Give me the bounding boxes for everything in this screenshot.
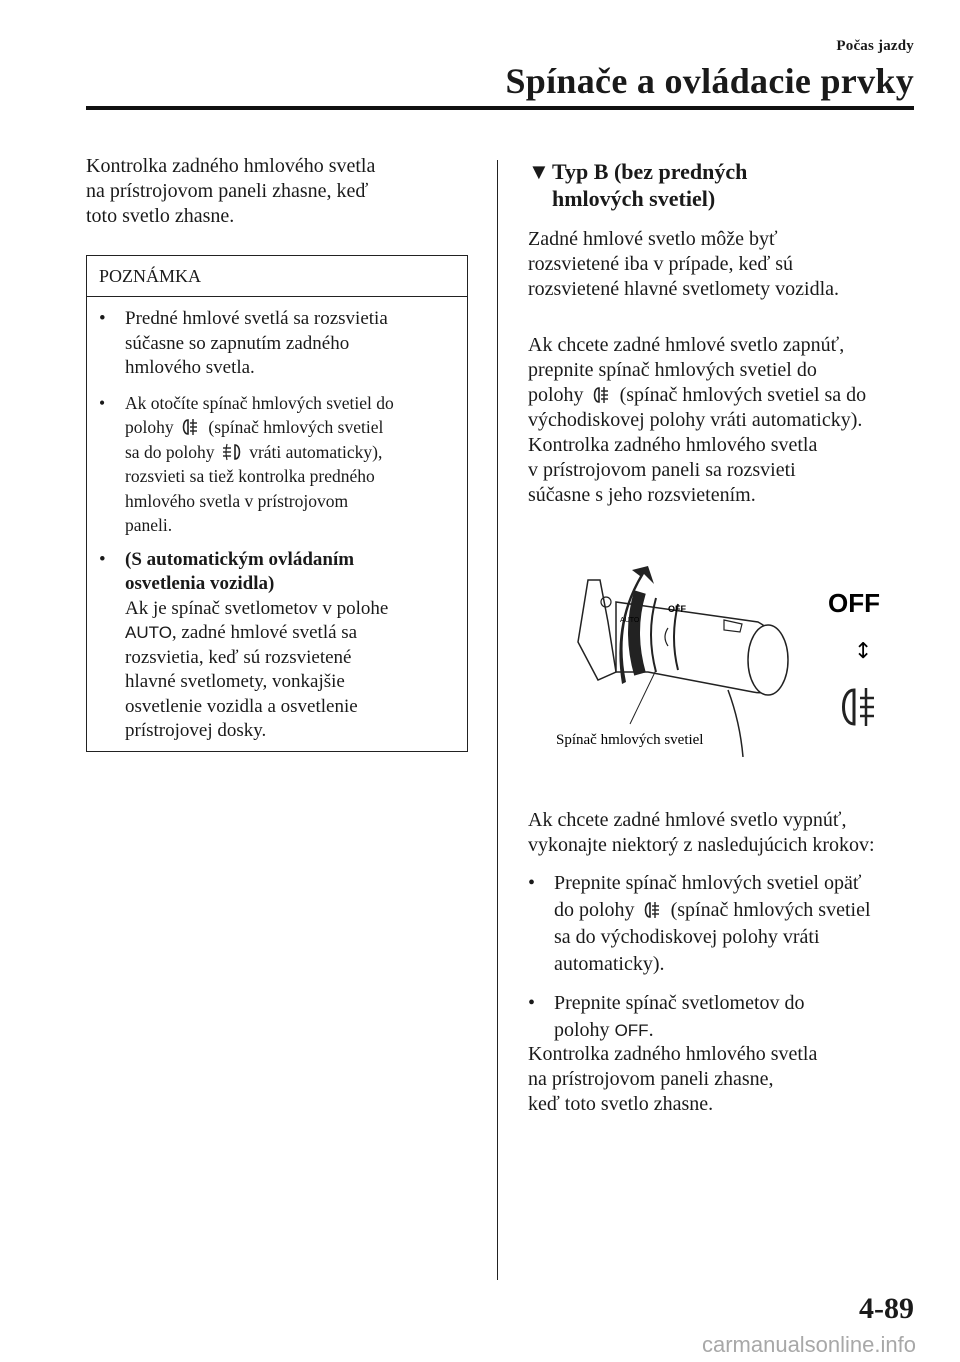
- intro-line: Kontrolka zadného hmlového svetla: [86, 155, 376, 177]
- column-divider: [497, 160, 498, 1280]
- bullet: •: [99, 548, 106, 570]
- rear-fog-light-icon: [642, 901, 664, 919]
- note-line: rozsvieti sa tiež kontrolka predného: [125, 466, 375, 486]
- lever-off-label: OFF: [668, 604, 686, 614]
- note-line: polohy (spínač hmlových svetiel: [125, 417, 384, 437]
- note-line: Ak je spínač svetlometov v polohe: [125, 597, 389, 619]
- left-intro: [86, 154, 476, 229]
- illustration-caption: Spínač hmlových svetiel: [556, 732, 704, 748]
- note-line: prístrojovej dosky.: [125, 720, 267, 741]
- note-list: [87, 297, 467, 744]
- section-label: Počas jazdy: [836, 38, 914, 54]
- watermark: carmanualsonline.info: [701, 1332, 916, 1357]
- note-line: rozsvietia, keď sú rozsvietené: [125, 646, 352, 668]
- note-item: [99, 391, 457, 538]
- off-label: OFF: [614, 1021, 649, 1040]
- note-item: [99, 548, 457, 744]
- closing-paragraph: Kontrolka zadného hmlového svetla na prístrojovom paneli zhasne, keď toto svetlo zhasne.: [528, 1043, 818, 1115]
- intro-line: na prístrojovom paneli zhasne, keď: [86, 180, 369, 202]
- note-line: paneli.: [125, 515, 173, 535]
- triangle-marker: ▼: [528, 159, 550, 184]
- bullet: •: [528, 992, 536, 1014]
- bullet: •: [528, 872, 536, 894]
- note-line: (S automatickým ovládaním: [125, 548, 355, 570]
- stalk-drawing: [528, 562, 928, 757]
- note-line: AUTO, zadné hmlové svetlá sa: [125, 622, 358, 643]
- note-line: hmlového svetla v prístrojovom: [125, 490, 349, 511]
- rear-fog-light-icon: [591, 386, 613, 404]
- note-line: sa do polohy vráti automaticky),: [125, 441, 383, 462]
- paragraph-1: Zadné hmlové svetlo môže byť rozsvietené iba v prípade, keď sú rozsvietené hlavné svetlomety vozidla.: [528, 228, 840, 300]
- rear-fog-light-icon: [180, 418, 202, 436]
- lever-auto-label: AUTO: [620, 617, 640, 624]
- section-heading: ▼ Typ B (bez predných hmlových svetiel): [528, 159, 748, 211]
- off-position-label: OFF: [828, 588, 880, 618]
- bullet: •: [99, 392, 106, 413]
- toggle-arrow: ↕: [854, 639, 873, 664]
- note-line: hmlového svetla.: [125, 357, 255, 378]
- note-line: osvetlenie vozidla a osvetlenie: [125, 695, 358, 717]
- note-line: osvetlenia vozidla): [125, 573, 275, 594]
- chapter-title: Spínače a ovládacie prvky: [505, 61, 914, 101]
- rear-fog-light-icon: [844, 688, 875, 726]
- auto-label: AUTO: [125, 623, 172, 642]
- note-item: [99, 307, 457, 381]
- header-rule: [86, 106, 914, 110]
- paragraph-3: Ak chcete zadné hmlové svetlo vypnúť, vykonajte niektorý z nasledujúcich krokov:: [528, 809, 875, 856]
- list-item: • Prepnite spínač svetlometov do polohy OFF.: [528, 992, 805, 1041]
- note-line: Ak otočíte spínač hmlových svetiel do: [125, 392, 394, 413]
- list-item: • Prepnite spínač hmlových svetiel opäť do polohy (spínač hmlových svetiel sa do východiskovej polohy vráti automaticky).: [528, 872, 871, 975]
- note-box: [86, 255, 468, 752]
- action-list: [528, 870, 928, 1056]
- note-line: súčasne so zapnutím zadného: [125, 332, 350, 354]
- note-line: hlavné svetlomety, vonkajšie: [125, 671, 345, 692]
- page-number: 4-89: [859, 1292, 914, 1325]
- bullet: •: [99, 308, 106, 329]
- intro-line: toto svetlo zhasne.: [86, 205, 235, 227]
- front-fog-light-icon: [221, 443, 243, 461]
- paragraph-2: Ak chcete zadné hmlové svetlo zapnúť, prepnite spínač hmlových svetiel do polohy (spínač hmlových svetiel sa do východiskovej polohy vráti automaticky). Kontrolka zadného hmlového svetla v prístrojovom paneli sa rozsvieti súčasne s jeho rozsvietením.: [528, 334, 867, 506]
- fog-switch-illustration: [528, 562, 928, 757]
- note-title: POZNÁMKA: [87, 256, 467, 297]
- note-line: Predné hmlové svetlá sa rozsvietia: [125, 308, 388, 329]
